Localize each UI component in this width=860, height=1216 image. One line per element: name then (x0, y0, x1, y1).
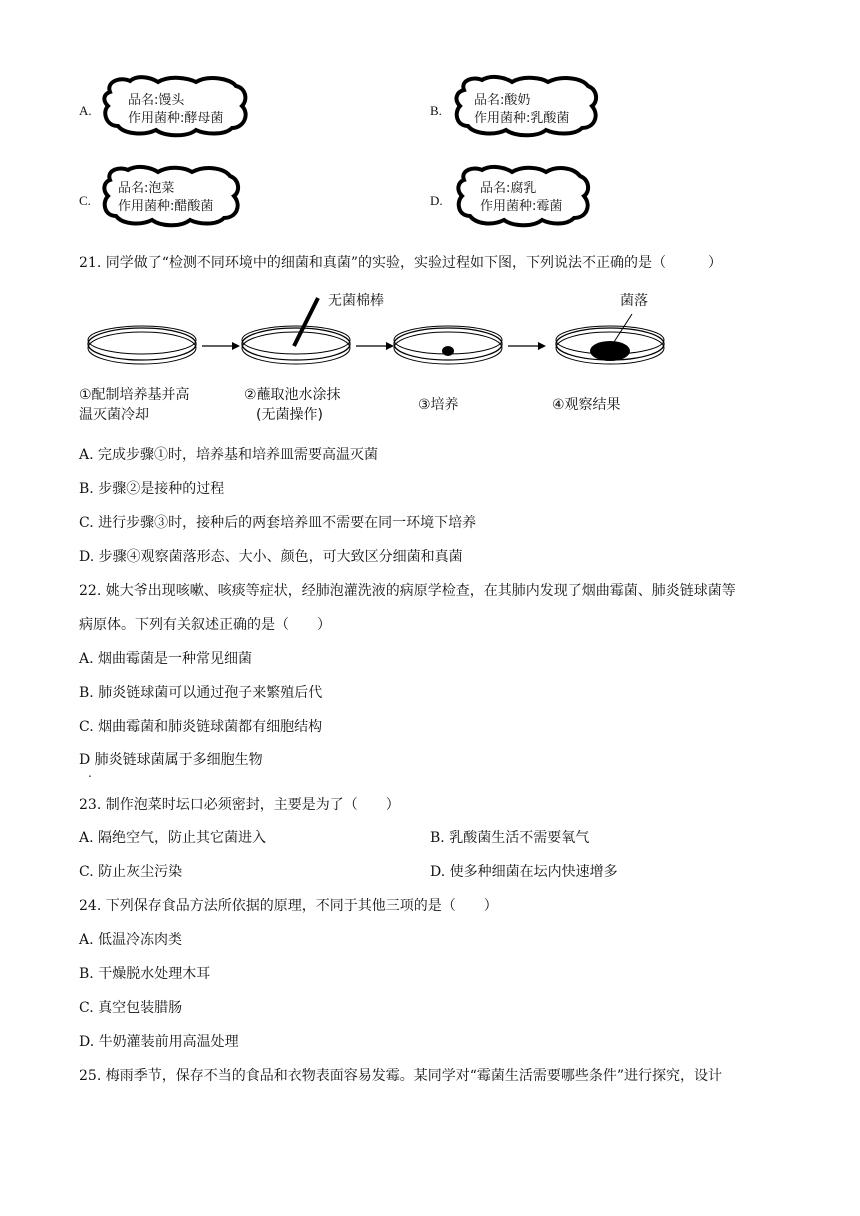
q24-option-d: D. 牛奶灌装前用高温处理 (79, 1034, 239, 1050)
petri-dish-4 (556, 314, 664, 364)
swab-stick (294, 298, 318, 346)
q23-option-c: C. 防止灰尘污染 (79, 864, 183, 880)
product-name: 品名:酸奶 (474, 93, 531, 108)
step-2-line-1: ②蘸取池水涂抹 (244, 387, 341, 403)
step-1-line-2: 温灭菌冷却 (79, 407, 149, 423)
strain-name: 作用菌种:霉菌 (480, 199, 563, 214)
q22-option-c: C. 烟曲霉菌和肺炎链球菌都有细胞结构 (79, 719, 323, 735)
product-name: 品名:腐乳 (480, 181, 537, 196)
cloud-text-a (128, 92, 223, 128)
option-letter-a: A. (79, 103, 92, 118)
petri-dish-3 (394, 326, 502, 364)
cloud-text-d (480, 180, 562, 216)
colony-label: 菌落 (620, 293, 648, 309)
q22-option-d: D 肺炎链球菌属于多细胞生物 (79, 752, 263, 768)
step-1-line-1: ①配制培养基并高 (79, 387, 190, 403)
q23-option-a: A. 隔绝空气，防止其它菌进入 (79, 830, 267, 846)
strain-name: 作用菌种:乳酸菌 (474, 111, 570, 126)
cloud-text-b (474, 92, 569, 128)
option-letter-b: B. (430, 103, 442, 118)
product-name: 品名:馒头 (128, 93, 185, 108)
step-3-label: ③培养 (418, 397, 459, 413)
step-2-label (244, 385, 341, 425)
question-24-stem: 24. 下列保存食品方法所依据的原理，不同于其他三项的是（ ） (79, 898, 498, 914)
q23-option-b: B. 乳酸菌生活不需要氧气 (430, 830, 590, 846)
strain-name: 作用菌种:醋酸菌 (118, 199, 214, 214)
product-name: 品名:泡菜 (118, 181, 175, 196)
q21-option-c: C. 进行步骤③时，接种后的两套培养皿不需要在同一环境下培养 (79, 515, 477, 531)
q24-option-b: B. 干燥脱水处理木耳 (79, 966, 211, 982)
step-1-label (79, 385, 190, 425)
option-letter-c: C. (79, 193, 91, 208)
question-22-stem-line-1: 22. 姚大爷出现咳嗽、咳痰等症状，经肺泡灌洗液的病原学检查，在其肺内发现了烟曲霉菌、肺炎链球菌等 (79, 583, 736, 599)
q22-option-b: B. 肺炎链球菌可以通过孢子来繁殖后代 (79, 685, 323, 701)
option-letter-d: D. (430, 193, 443, 208)
q21-option-a: A. 完成步骤①时，培养基和培养皿需要高温灭菌 (79, 447, 379, 463)
q24-option-c: C. 真空包装腊肠 (79, 1000, 183, 1016)
petri-dish-1 (88, 326, 196, 364)
swab-label: 无菌棉棒 (328, 293, 384, 309)
stray-mark: . (88, 766, 92, 780)
question-25-stem: 25. 梅雨季节，保存不当的食品和衣物表面容易发霉。某同学对“霉菌生活需要哪些条件”进行探究，设计 (79, 1068, 723, 1084)
step-4-label: ④观察结果 (552, 397, 621, 413)
question-22-stem-line-2: 病原体。下列有关叙述正确的是（ ） (79, 617, 331, 633)
cloud-text-c (118, 180, 213, 216)
strain-name: 作用菌种:酵母菌 (128, 111, 224, 126)
q23-option-d: D. 使多种细菌在坛内快速增多 (430, 864, 618, 880)
q22-option-a: A. 烟曲霉菌是一种常见细菌 (79, 651, 253, 667)
q21-option-d: D. 步骤④观察菌落形态、大小、颜色，可大致区分细菌和真菌 (79, 549, 463, 565)
step-2-line-2: (无菌操作) (256, 407, 323, 423)
question-21-stem: 21. 同学做了“检测不同环境中的细菌和真菌”的实验，实验过程如下图，下列说法不正确的是（ ） (79, 255, 723, 271)
question-23-stem: 23. 制作泡菜时坛口必须密封，主要是为了（ ） (79, 797, 400, 813)
q21-option-b: B. 步骤②是接种的过程 (79, 481, 225, 497)
q24-option-a: A. 低温冷冻肉类 (79, 932, 183, 948)
